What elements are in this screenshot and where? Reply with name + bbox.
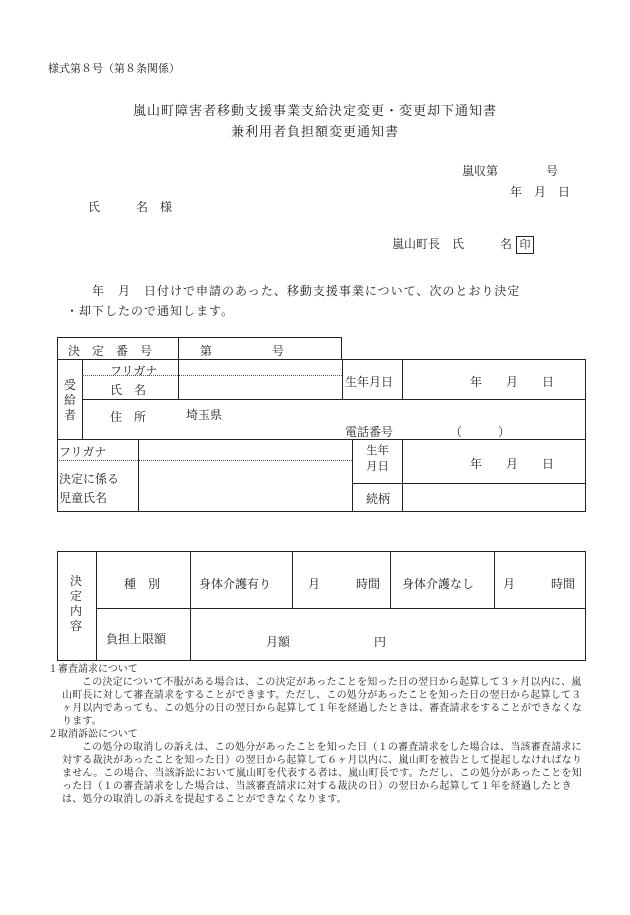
addressee: 氏 名 様: [88, 200, 173, 214]
care-with-value: 月 時間: [308, 577, 381, 591]
body-text-line1: 年 月 日付けで申請のあった、移動支援事業について、次のとおり決定: [92, 284, 521, 298]
document-date: 年 月 日: [510, 185, 571, 199]
mayor-name: 嵐山町長 氏 名: [392, 237, 513, 251]
recipient-label: 受給者: [63, 378, 76, 422]
appeal-heading: １審査請求について: [48, 664, 138, 675]
body-text-line2: ・却下したので通知します。: [66, 304, 235, 318]
burden-limit-value: 月額 円: [266, 635, 387, 649]
form-code: 様式第８号（第８条関係）: [48, 62, 180, 75]
child-dob-value: 年 月 日: [470, 457, 555, 471]
recipient-address-label: 住 所: [110, 410, 147, 424]
lawsuit-text: この処分の取消しの訴えは、この処分があったことを知った日（１の審査請求をした場合は、当該審査請求に対する裁決があったことを知った日）の翌日から起算して６ヶ月以内に、嵐山町を被告として提起しなければなりません。この場合、当該訴訟において嵐山町を代表する者は、嵐山町長です。ただし、この処分があったことを知った日（１の審査請求をした場合は、当該審査請求に対する裁決の日）の翌日から起算して１年を経過したときは、処分の取消しの訴えを提起することができなくなります。: [62, 742, 583, 805]
child-relation-label: 続柄: [366, 492, 391, 506]
care-without-value: 月 時間: [503, 577, 576, 591]
document-subtitle: 兼利用者負担額変更通知書: [230, 125, 399, 140]
care-with-label: 身体介護有り: [199, 577, 272, 591]
recipient-address-value: 埼玉県: [186, 408, 223, 422]
document-title: 嵐山町障害者移動支援事業支給決定変更・変更却下通知書: [132, 104, 497, 119]
appeal-text: この決定について不服がある場合は、この決定があったことを知った日の翌日から起算して３ヶ月以内に、嵐山町長に対して審査請求をすることができます。ただし、この処分があったことを知った日の翌日から起算して３ヶ月以内であっても、この処分の日の翌日から起算して１年を経過したときは、審査請求をすることができなくなります。: [62, 677, 583, 727]
burden-limit-label: 負担上限額: [106, 632, 167, 646]
decision-number-value: 第 号: [200, 344, 285, 358]
child-furigana-label: フリガナ: [59, 445, 107, 459]
child-name-label-1: 決定に係る: [59, 472, 120, 486]
child-name-label-2: 児童氏名: [59, 491, 108, 505]
child-dob-label: 生年月日: [366, 443, 389, 473]
recipient-phone-value: （ ）: [450, 425, 511, 439]
seal-icon: 印: [516, 236, 534, 254]
recipient-dob-label: 生年月日: [345, 375, 394, 389]
care-without-label: 身体介護なし: [402, 577, 475, 591]
notes-section: [48, 663, 588, 806]
document-number: 嵐収第 号: [462, 164, 559, 178]
mayor-signature: [392, 235, 534, 254]
child-block: [57, 439, 586, 512]
lawsuit-heading: ２取消訴訟について: [48, 729, 138, 740]
recipient-phone-label: 電話番号: [345, 425, 394, 439]
recipient-dob-value: 年 月 日: [470, 375, 555, 389]
decision-number-label: 決 定 番 号: [68, 344, 153, 358]
decision-content-label: 決定内容: [69, 574, 82, 633]
service-type-label: 種 別: [124, 577, 161, 591]
recipient-name-label: 氏 名: [110, 383, 147, 397]
recipient-furigana-label: フリガナ: [110, 364, 158, 378]
